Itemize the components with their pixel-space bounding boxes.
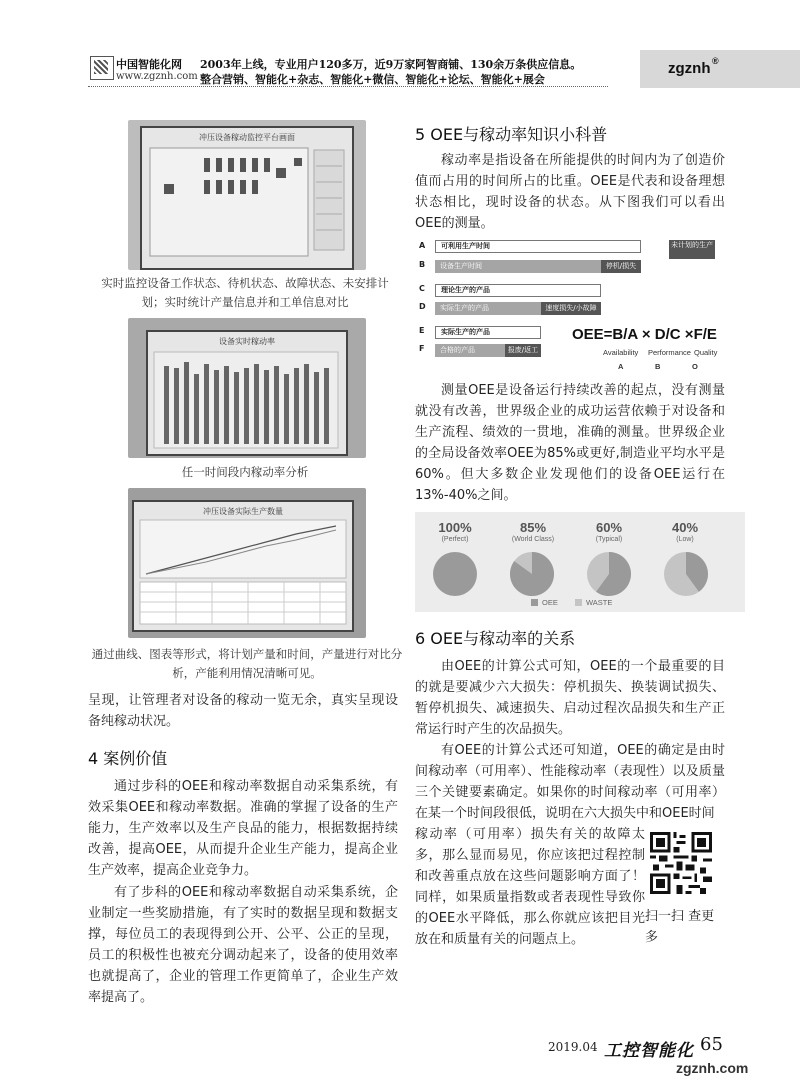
factor-letter-a: A — [618, 362, 624, 371]
oee-row-d-letter: D — [419, 302, 426, 311]
page-header — [0, 0, 800, 96]
footer-page-number: 65 — [700, 1034, 723, 1055]
oee-formula: OEE=B/A × D/C ×F/E — [572, 326, 717, 343]
footer-magazine: 工控智能化 — [604, 1041, 694, 1061]
left-para-continued: 呈现，让管理者对设备的稼动一览无余，真实呈现设备纯稼动状况。 — [88, 693, 398, 729]
photo-production-curve — [128, 488, 366, 638]
pie-1 — [433, 552, 477, 596]
pie-charts — [415, 546, 745, 606]
oee-row-d-tag: 速度损失/小故障 — [541, 302, 601, 315]
oee-row-c-letter: C — [419, 284, 425, 293]
factor-availability: Availability — [603, 348, 639, 357]
photo-1-caption: 实时监控设备工作状态、待机状态、故障状态、未安排计划；实时统计产量信息并和工单信息对比 — [101, 276, 389, 309]
section-5-heading: 5 OEE与稼动率知识小科普 — [415, 125, 608, 144]
legend-waste-swatch — [575, 599, 582, 606]
pie-4-label: 40% — [671, 520, 699, 535]
footer-date: 2019.04 — [548, 1040, 598, 1054]
photo-2-screen-title: 设备实时稼动率 — [219, 337, 275, 346]
photo-3-caption: 通过曲线、图表等形式，将计划产量和时间，产量进行对比分析，产能利用情况清晰可见。 — [91, 647, 403, 680]
section-4-para-1: 通过步科的OEE和稼动率数据自动采集系统，有效采集OEE和稼动率数据。准确的掌握了设备的生产能力，生产效率以及生产良品的能力，根据数据持续改善，提高OEE，从而提升企业生产能力，提高企业生产效率，提高企业竞争力。 — [88, 779, 398, 878]
qr-caption: 扫一扫 查更多 — [645, 909, 715, 945]
oee-row-f-bar: 合格的产品 — [435, 344, 505, 357]
legend-oee: OEE — [542, 598, 558, 607]
pie-3-label: 60% — [595, 520, 623, 535]
oee-row-b-tag: 停机/损失 — [601, 260, 641, 273]
photo-utilization-chart — [128, 318, 366, 458]
factor-quality: Quality — [694, 348, 718, 357]
oee-pie-panel — [415, 512, 745, 612]
oee-row-b-letter: B — [419, 260, 426, 269]
section-4-heading: 4 案例价值 — [88, 749, 168, 768]
pie-2-sub: (World Class) — [511, 536, 555, 543]
section-6-para-1: 由OEE的计算公式可知，OEE的一个最重要的目的就是要减少六大损失：停机损失、换装调试损失、暂停机损失、减速损失、启动过程次品损失和生产正常运行时产生的次品损失。 — [415, 659, 725, 737]
header-url: www.zgznh.com — [116, 71, 198, 82]
factor-letter-b: B — [655, 362, 661, 371]
utilization-bar-graphic — [150, 348, 344, 452]
production-curve-graphic — [136, 518, 350, 628]
qr-code-icon[interactable] — [650, 832, 712, 894]
pie-2 — [510, 552, 554, 596]
pie-4 — [664, 552, 708, 596]
section-6-para-2-wrap: 稼动率（可用率）损失有关的故障太多，那么显而易见，你应该把过程控制和改善重点放在这些问题影响方面了！同样，如果质量指数或者表现性导致你的OEE水平降低，那么你就应该把目光放在和质量有关的问题点上。 — [415, 827, 645, 947]
oee-row-f-tag: 报废/返工 — [505, 344, 541, 357]
oee-row-a-bar: 可利用生产时间 — [435, 240, 641, 253]
photo-monitor-status — [128, 120, 366, 270]
pie-3-sub: (Typical) — [595, 536, 623, 543]
oee-row-c-bar: 理论生产的产品 — [435, 284, 601, 297]
factor-performance: Performance — [648, 348, 691, 357]
oee-row-e-bar: 实际生产的产品 — [435, 326, 541, 339]
oee-row-f-letter: F — [419, 344, 425, 353]
section-5-para-1: 稼动率是指设备在所能提供的时间内为了创造价值而占用的时间所占的比重。OEE是代表和设备理想状态相比，现时设备的状态。从下图我们可以看出OEE的测量。 — [415, 153, 725, 231]
site-logo-icon — [90, 56, 114, 80]
legend-oee-swatch — [531, 599, 538, 606]
header-divider — [88, 86, 608, 87]
oee-row-d-bar: 实际生产的产品 — [435, 302, 541, 315]
footer-watermark: zgznh.com — [676, 1060, 749, 1076]
photo-3-screen-title: 冲压设备实际生产数量 — [203, 507, 283, 516]
header-logo-text: zgznh — [668, 60, 711, 77]
header-brand: 中国智能化网 — [116, 58, 182, 71]
oee-row-a-tag: 未计划的生产 — [669, 240, 715, 259]
factor-letter-o: O — [692, 362, 698, 371]
oee-row-e-letter: E — [419, 326, 425, 335]
header-tagline-2: 整合营销、智能化+杂志、智能化+微信、智能化+论坛、智能化+展会 — [200, 73, 545, 86]
photo-1-screen-title: 冲压设备稼动监控平台画面 — [199, 133, 295, 142]
pie-3 — [587, 552, 631, 596]
section-4-para-2: 有了步科的OEE和稼动率数据自动采集系统，企业制定一些奖励措施，有了实时的数据呈现和数据支撑，每位员工的表现得到公开、公平、公正的呈现，员工的积极性也被充分调动起来了，设备的使用效率也就提高了，企业的管理工作更简单了，企业生产效率提高了。 — [88, 885, 398, 1005]
pie-1-label: 100% — [438, 520, 472, 535]
photo-2-caption: 任一时间段内稼动率分析 — [181, 465, 309, 479]
header-logo-box: zgznh ® — [640, 50, 800, 88]
oee-row-b-bar: 设备生产时间 — [435, 260, 601, 273]
pie-1-oee-slice — [433, 552, 477, 596]
header-tagline-1: 2003年上线，专业用户120多万，近9万家阿智商铺、130余万条供应信息。 — [200, 58, 582, 71]
factory-layout-graphic — [144, 144, 350, 264]
section-5-para-2: 测量OEE是设备运行持续改善的起点，没有测量就没有改善，世界级企业的成功运营依赖于对设备和生产流程、绩效的一贯地，准确的测量。世界级企业的全局设备效率OEE为85%或更好,制造业平均水平是60%。但大多数企业发现他们的设备OEE运行在13%-40%之间。 — [415, 383, 725, 503]
section-6-para-2: 有OEE的计算公式还可知道，OEE的确定是由时间稼动率（可用率）、性能稼动率（表现性）以及质量三个关键要素确定。如果你的时间稼动率（可用率）在某一个时间段很低，说明在六大损失中和OEE时间 — [415, 743, 725, 821]
pie-2-label: 85% — [519, 520, 547, 535]
pie-4-sub: (Low) — [676, 536, 694, 543]
section-6-heading: 6 OEE与稼动率的关系 — [415, 629, 576, 648]
legend-waste: WASTE — [586, 598, 613, 607]
pie-1-sub: (Perfect) — [441, 536, 469, 543]
oee-row-a-letter: A — [419, 241, 426, 250]
